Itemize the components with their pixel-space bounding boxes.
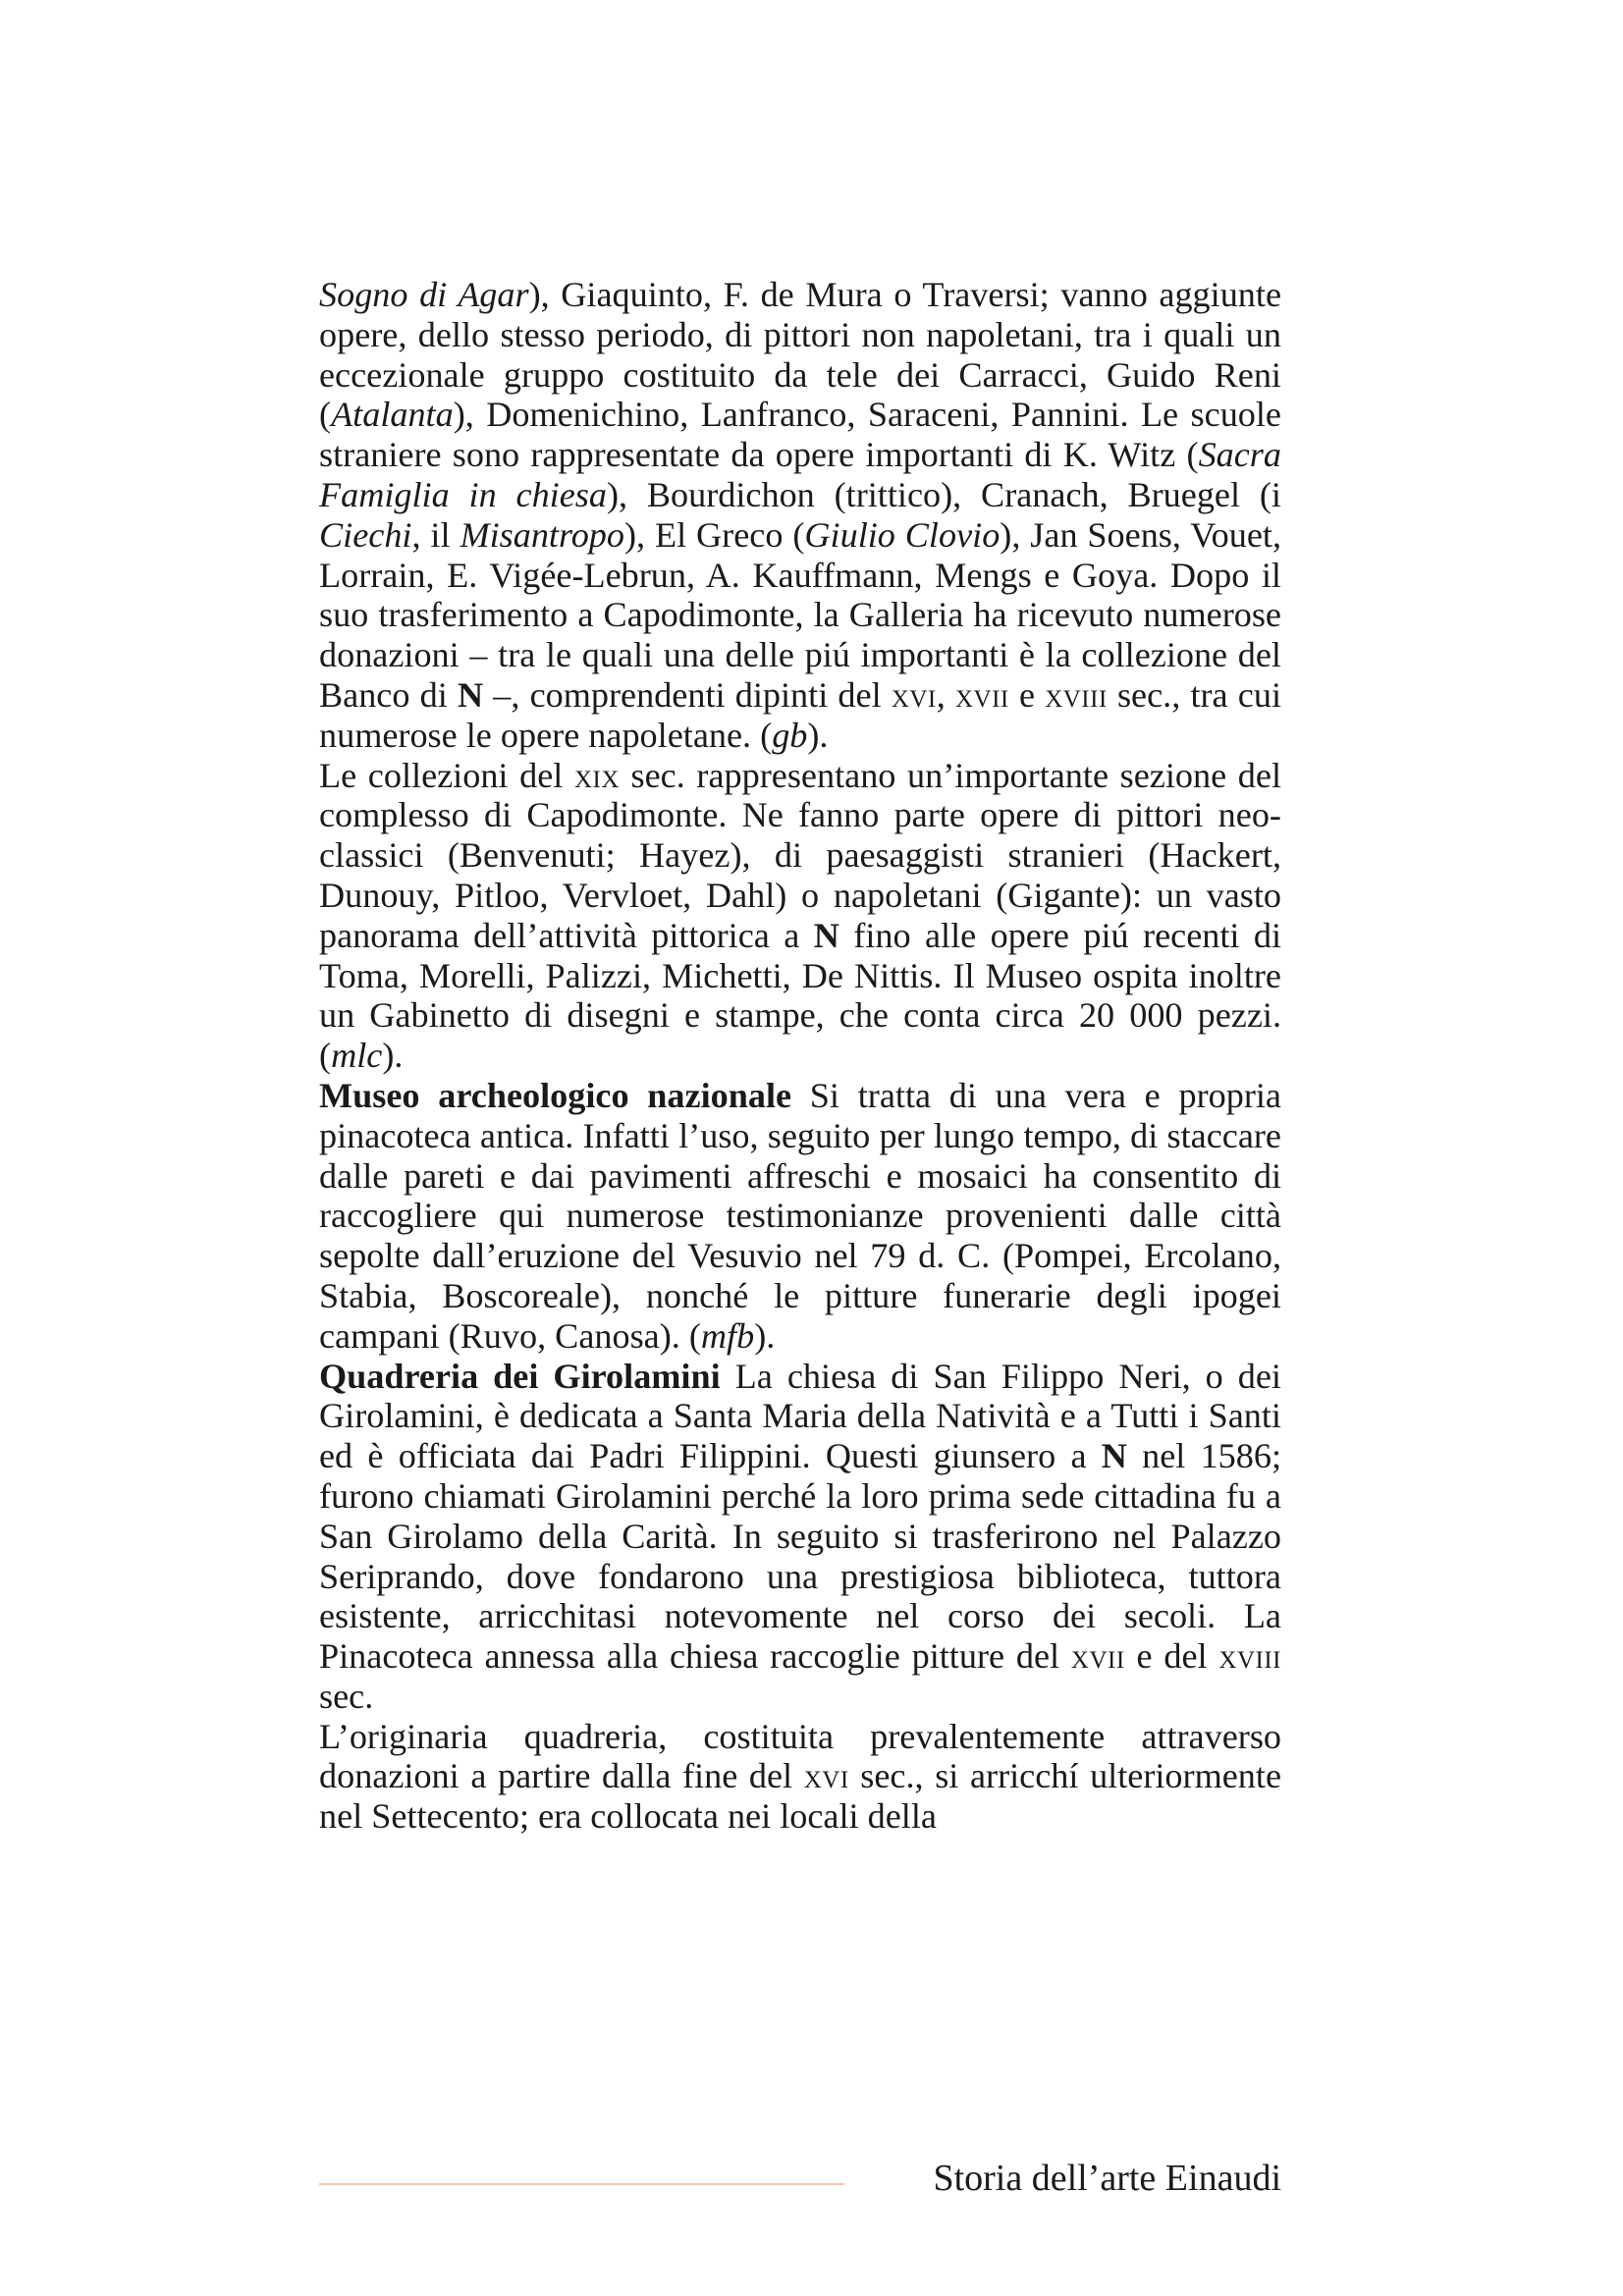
text-run: ). <box>754 1315 776 1356</box>
text-run: , <box>936 674 955 715</box>
text-run: ). <box>382 1036 404 1076</box>
text-run: sec. <box>319 1676 374 1716</box>
text-run: Museo archeologico nazionale <box>319 1075 792 1115</box>
text-run: mfb <box>700 1315 755 1356</box>
text-run: e <box>1008 674 1046 715</box>
text-run: ), Domenichino, Lanfranco, Saraceni, Pannini. Le scuole straniere sono rappresentate da opere importanti di K. Witz ( <box>319 395 1281 475</box>
text-run: N <box>457 674 484 715</box>
text-run: gb <box>772 715 808 755</box>
text-run: –, comprendenti dipinti del <box>483 674 892 715</box>
text-run: xix <box>573 755 620 795</box>
text-run: sec., si arricchí ulteriormente nel Settecento; era collocata nei locali della <box>319 1756 1282 1837</box>
text-run: xvii <box>955 674 1009 715</box>
text-run: Si tratta di una vera e propria pinacoteca antica. Infatti l’uso, seguito per lungo tempo, di staccare dalle pareti e dai pavimenti affreschi e mosaici ha consentito di raccogliere qui numerose testimonianze provenienti dalle città sepolte dall’eruzione del Vesuvio nel 79 d. C. (Pompei, Ercolano, Stabia, Boscoreale), nonché le pitture funerarie degli ipogei campani (Ruvo, Canosa). ( <box>319 1075 1281 1356</box>
text-run: xvi <box>803 1756 849 1796</box>
text-run: Sogno di Agar <box>319 275 529 314</box>
paragraph-museo-archeologico <box>319 1076 1281 1357</box>
text-run: Ciechi <box>319 514 412 555</box>
text-run: xvii <box>1070 1636 1125 1677</box>
body-text <box>319 275 1281 1837</box>
paragraph-originaria-quadreria <box>319 1717 1281 1837</box>
text-run: , il <box>411 514 460 555</box>
text-run: ). <box>807 715 829 755</box>
footer-title: Storia dell’arte Einaudi <box>933 2158 1281 2199</box>
text-run: fino alle opere piú recenti di Toma, Morelli, Palizzi, Michetti, De Nittis. Il Museo ospita inoltre un Gabinetto di disegni e stampe, che conta circa 20 000 pezzi. ( <box>319 915 1282 1076</box>
text-run: Atalanta <box>331 395 454 435</box>
text-run: sec. rappresentano un’importante sezione del complesso di Capodimonte. Ne fanno parte opere di pittori neo-classici (Benvenuti; Hayez), di paesaggisti stranieri (Hackert, Dunouy, Pitloo, Vervloet, Dahl) o napoletani (Gigante): un vasto panorama dell’attività pittorica a <box>319 755 1281 955</box>
text-run: N <box>813 915 839 955</box>
text-run: sec., tra cui numerose le opere napoletane. ( <box>319 674 1282 755</box>
text-run: nel 1586; furono chiamati Girolamini perché la loro prima sede cittadina fu a San Girolamo della Carità. In seguito si trasferirono nel Palazzo Seriprando, dove fondarono una prestigiosa biblioteca, tuttora esistente, arricchitasi notevomente nel corso dei secoli. La Pinacoteca annessa alla chiesa raccoglie pitture del <box>319 1436 1282 1677</box>
text-run: ), El Greco ( <box>623 514 805 555</box>
text-run: xviii <box>1218 1636 1281 1677</box>
text-run: ), Bourdichon (trittico), Cranach, Bruegel (i <box>606 474 1281 514</box>
text-run: ), Giaquinto, F. de Mura o Traversi; vanno aggiunte opere, dello stesso periodo, di pittori non napoletani, tra i quali un eccezionale gruppo costituito da tele dei Carracci, Guido Reni ( <box>319 275 1282 435</box>
text-run: Le collezioni del <box>319 755 574 795</box>
text-run: La chiesa di San Filippo Neri, o dei Girolamini, è dedicata a Santa Maria della Natività e a Tutti i Santi ed è officiata dai Padri Filippini. Questi giunsero a <box>319 1356 1281 1476</box>
footer-rule <box>319 2183 844 2185</box>
paragraph-quadreria-girolamini <box>319 1357 1281 1717</box>
text-run: Misantropo <box>460 514 624 555</box>
paragraph-nineteenth-century-collections <box>319 756 1281 1076</box>
paragraph-capodimonte-collections <box>319 275 1281 756</box>
text-run: ), Jan Soens, Vouet, Lorrain, E. Vigée-Lebrun, A. Kauffmann, Mengs e Goya. Dopo il suo trasferimento a Capodimonte, la Galleria ha ricevuto numerose donazioni – tra le quali una delle piú importanti è la collezione del Banco di <box>319 514 1282 715</box>
text-run: L’originaria quadreria, costituita prevalentemente attraverso donazioni a partire dalla fine del <box>319 1716 1281 1796</box>
text-run: Sacra Famiglia in chiesa <box>319 435 1281 514</box>
text-run: mlc <box>331 1036 383 1076</box>
text-run: e del <box>1124 1636 1219 1677</box>
text-run: xviii <box>1045 674 1108 715</box>
text-run: Quadreria dei Girolamini <box>319 1356 721 1396</box>
text-run: Giulio Clovio <box>804 514 1001 555</box>
text-run: xvi <box>891 674 937 715</box>
text-run: N <box>1101 1436 1127 1476</box>
